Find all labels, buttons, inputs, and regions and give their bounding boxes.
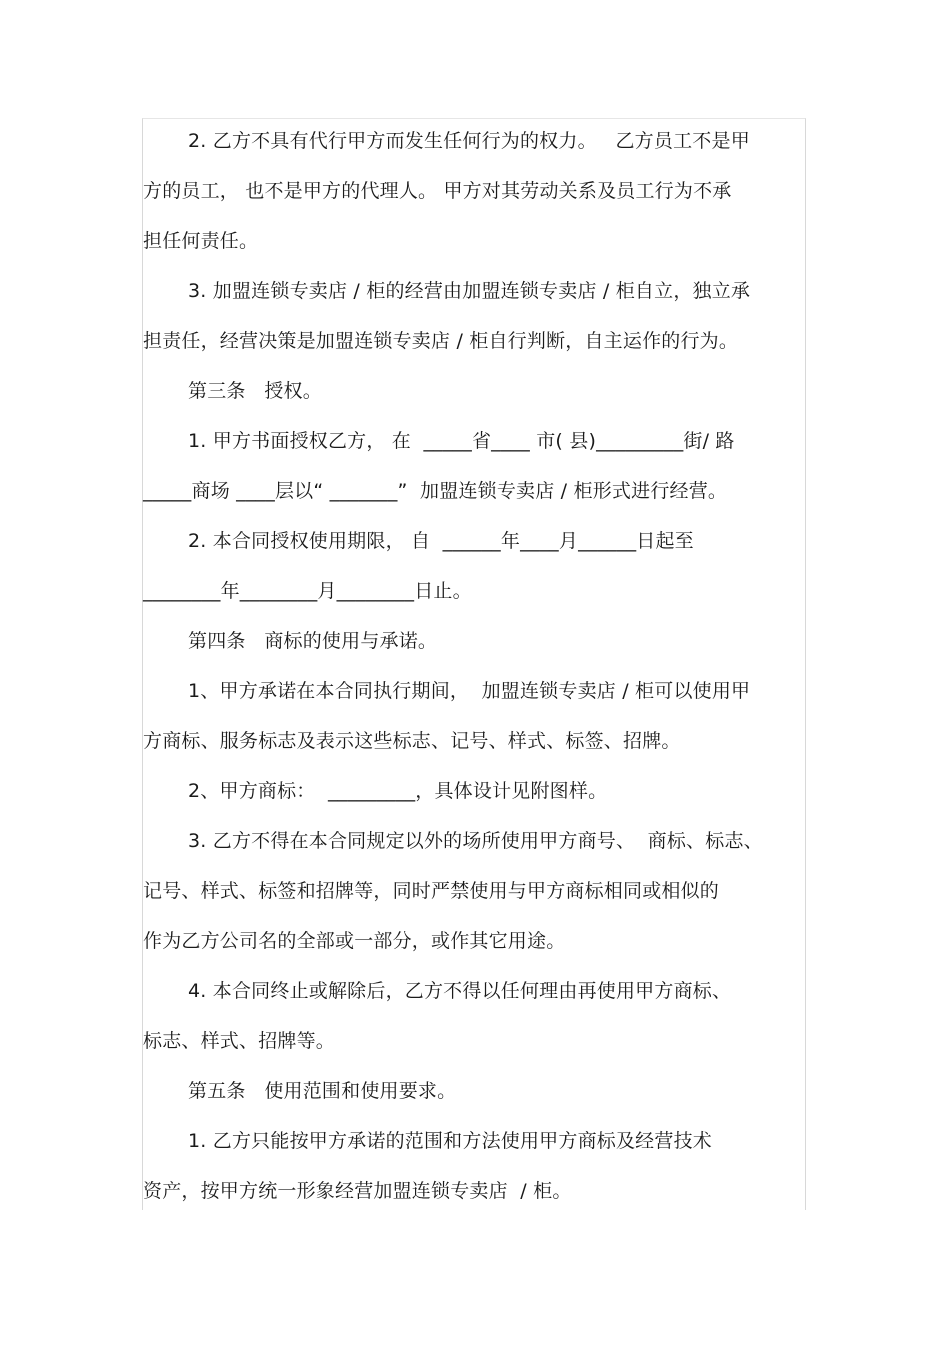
section-heading: 第四条 商标的使用与承诺。 (188, 630, 438, 652)
paragraph-line: 1. 乙方只能按甲方承诺的范围和方法使用甲方商标及经营技术 (188, 1130, 712, 1152)
paragraph-line: 资产，按甲方统一形象经营加盟连锁专卖店 / 柜。 (143, 1180, 572, 1202)
paragraph-line: 方的员工， 也不是甲方的代理人。 甲方对其劳动关系及员工行为不承 (143, 180, 732, 202)
paragraph-line: ________年________月________日止。 (143, 580, 472, 602)
paragraph-line: 3. 加盟连锁专卖店 / 柜的经营由加盟连锁专卖店 / 柜自立，独立承 (188, 280, 751, 302)
paragraph-line: 1. 甲方书面授权乙方， 在 _____省____ 市( 县)_________街/ 路 (188, 430, 735, 452)
paragraph-line: 记号、样式、标签和招牌等，同时严禁使用与甲方商标相同或相似的 (143, 880, 720, 902)
paragraph-line: 2. 本合同授权使用期限， 自 ______年____月______日起至 (188, 530, 694, 552)
paragraph-line: 作为乙方公司名的全部或一部分，或作其它用途。 (143, 930, 566, 952)
section-heading: 第三条 授权。 (188, 380, 322, 402)
paragraph-line: 标志、样式、招牌等。 (143, 1030, 336, 1052)
paragraph-line: 担任何责任。 (143, 230, 259, 252)
paragraph-line: 担责任，经营决策是加盟连锁专卖店 / 柜自行判断，自主运作的行为。 (143, 330, 739, 352)
paragraph-line: 4. 本合同终止或解除后，乙方不得以任何理由再使用甲方商标、 (188, 980, 732, 1002)
paragraph-line: 1、甲方承诺在本合同执行期间， 加盟连锁专卖店 / 柜可以使用甲 (188, 680, 751, 702)
paragraph-line: 3. 乙方不得在本合同规定以外的场所使用甲方商号、 商标、标志、 (188, 830, 763, 852)
paragraph-line: 2. 乙方不具有代行甲方而发生任何行为的权力。 乙方员工不是甲 (188, 130, 750, 152)
paragraph-line: _____商场 ____层以“ _______” 加盟连锁专卖店 / 柜形式进行经营。 (143, 480, 728, 502)
paragraph-line: 方商标、服务标志及表示这些标志、记号、样式、标签、招牌。 (143, 730, 681, 752)
paragraph-line: 2、甲方商标： _________，具体设计见附图样。 (188, 780, 608, 802)
section-heading: 第五条 使用范围和使用要求。 (188, 1080, 457, 1102)
